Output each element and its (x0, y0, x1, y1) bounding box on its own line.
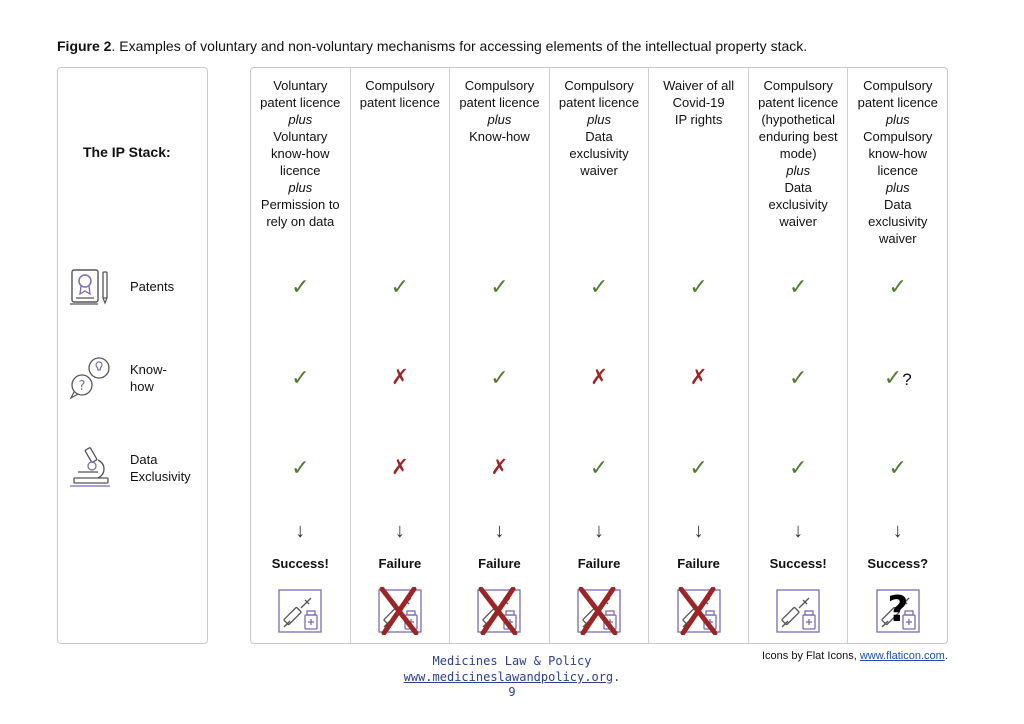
vaccine-crossed-icon (675, 587, 723, 635)
footer-url-link[interactable]: www.medicineslawandpolicy.org (403, 670, 614, 684)
vaccine-question-icon (874, 587, 922, 635)
outcome-label: Failure (478, 556, 521, 571)
mechanism-column-6 (749, 68, 849, 643)
stack-label-line: how (130, 379, 154, 394)
mechanism-column-3 (450, 68, 550, 643)
heading-line: Compulsory (863, 129, 933, 144)
cross-mark-know-how: ✗ (391, 366, 409, 389)
outcome-label: Failure (577, 556, 621, 571)
vaccine-crossed-icon (575, 587, 623, 635)
footer-url-suffix: . (613, 670, 621, 684)
ip-stack-panel (57, 67, 208, 644)
mechanism-column-5 (649, 68, 749, 643)
page-number: 9 (508, 685, 516, 699)
figure-label: Figure 2 (57, 38, 112, 54)
heading-line: patent licence (558, 95, 640, 110)
heading-line: waiver (878, 231, 917, 246)
tick-mark-know-how: ✓ (291, 365, 310, 390)
tick-mark-patents: ✓ (589, 274, 609, 299)
tick-mark-data-exclusivity: ✓ (689, 455, 708, 480)
mechanism-column-2 (351, 68, 451, 643)
stack-label-data-exclusivity (130, 451, 191, 485)
figure-caption (57, 38, 807, 54)
column-heading (351, 77, 450, 111)
column-heading (450, 77, 549, 145)
down-arrow-icon: ↓ (892, 520, 903, 542)
stack-label-line: Exclusivity (130, 469, 191, 484)
down-arrow-icon: ↓ (793, 520, 804, 542)
cross-mark-know-how: ✗ (590, 366, 608, 389)
heading-conjunction: plus (288, 112, 313, 127)
heading-line: waiver (779, 214, 817, 229)
vaccine-icon (774, 587, 822, 635)
icon-credit-text: Icons by Flat Icons, (762, 650, 860, 662)
heading-line: exclusivity (768, 197, 828, 212)
figure-caption-text: . Examples of voluntary and non-voluntary mechanisms for accessing elements of the intellectual property stack. (111, 38, 808, 54)
tick-mark-data-exclusivity: ✓ (291, 455, 310, 480)
heading-line: waiver (580, 163, 618, 178)
heading-line: Data (884, 197, 912, 212)
heading-line: exclusivity (868, 214, 928, 229)
footer-brand: Medicines Law & Policy (432, 654, 592, 668)
heading-line: mode) (779, 146, 817, 161)
heading-line: licence (877, 163, 918, 178)
heading-line: know-how (868, 146, 928, 161)
vaccine-crossed-icon (376, 587, 424, 635)
column-heading (848, 77, 947, 247)
uncertain-tick-mark-know-how: ✓? (883, 365, 912, 390)
heading-line: patent licence (260, 95, 341, 110)
cross-mark-data-exclusivity: ✗ (490, 456, 509, 479)
patent-certificate-icon (68, 264, 114, 310)
heading-conjunction: plus (587, 112, 611, 127)
tick-mark-patents: ✓ (788, 274, 808, 299)
tick-mark-data-exclusivity: ✓ (589, 455, 609, 480)
heading-line: Know-how (469, 129, 530, 144)
svg-text:?: ? (78, 379, 86, 394)
heading-conjunction: plus (786, 163, 811, 178)
heading-line: patent licence (857, 95, 938, 110)
tick-mark-patents: ✓ (291, 274, 310, 299)
stack-row-data-exclusivity (68, 444, 206, 494)
down-arrow-icon: ↓ (693, 520, 704, 542)
cross-mark-know-how: ✗ (689, 366, 708, 389)
footer-url-line (0, 670, 1024, 684)
mechanism-column-1 (251, 68, 351, 643)
heading-line: Compulsory (464, 78, 535, 93)
tick-mark-know-how: ✓ (490, 365, 509, 390)
stack-label-know-how (130, 361, 167, 395)
know-how-bubbles-icon (68, 355, 114, 401)
down-arrow-icon: ↓ (295, 520, 306, 542)
mechanism-column-7 (848, 68, 947, 643)
outcome-label: Success! (769, 556, 827, 571)
tick-mark-patents: ✓ (888, 274, 907, 299)
cross-mark-data-exclusivity: ✗ (391, 456, 409, 479)
heading-line: Voluntary (273, 78, 328, 93)
tick-mark-data-exclusivity: ✓ (788, 455, 808, 480)
heading-line: Permission to (260, 197, 340, 212)
heading-conjunction: plus (288, 180, 313, 195)
outcome-label: Success? (867, 556, 929, 571)
heading-line: patent licence (758, 95, 839, 110)
tick-mark-patents: ✓ (390, 274, 410, 299)
mechanisms-table (250, 67, 948, 644)
heading-conjunction: plus (885, 180, 910, 195)
heading-line: Waiver of all (663, 78, 735, 93)
vaccine-icon (276, 587, 324, 635)
heading-line: Compulsory (863, 78, 933, 93)
tick-mark-know-how: ✓ (788, 365, 808, 390)
stack-label-line: Patents (130, 279, 175, 294)
heading-line: know-how (271, 146, 330, 161)
microscope-icon (68, 444, 114, 490)
heading-line: Data (784, 180, 812, 195)
heading-line: enduring best (758, 129, 838, 144)
heading-line: IP rights (674, 112, 723, 127)
flaticon-link[interactable]: www.flaticon.com (859, 650, 945, 662)
heading-line: exclusivity (569, 146, 629, 161)
stack-row-know-how (68, 355, 206, 405)
column-heading (550, 77, 649, 179)
outcome-label: Failure (378, 556, 422, 571)
svg-text:?: ? (887, 589, 909, 630)
stack-label-line: Data (130, 452, 158, 467)
tick-mark-patents: ✓ (490, 274, 509, 299)
heading-line: Voluntary (273, 129, 328, 144)
tick-mark-patents: ✓ (689, 274, 708, 299)
outcome-label: Failure (677, 556, 720, 571)
heading-line: patent licence (359, 95, 440, 110)
column-heading (749, 77, 848, 230)
vaccine-crossed-icon (475, 587, 523, 635)
ip-stack-title: The IP Stack: (83, 144, 171, 160)
heading-line: patent licence (459, 95, 540, 110)
heading-line: rely on data (266, 214, 335, 229)
heading-line: Covid-19 (672, 95, 725, 110)
stack-label-line: Know- (130, 362, 167, 377)
mechanism-column-4 (550, 68, 650, 643)
heading-line: (hypothetical (761, 112, 836, 127)
heading-line: Compulsory (763, 78, 833, 93)
heading-line: Compulsory (564, 78, 634, 93)
stack-label-patents (130, 278, 174, 295)
icon-credit-suffix: . (944, 650, 948, 662)
stack-row-patents (68, 264, 206, 314)
column-heading (251, 77, 350, 230)
column-heading (649, 77, 748, 128)
heading-conjunction: plus (885, 112, 910, 127)
down-arrow-icon: ↓ (494, 520, 505, 542)
heading-line: Data (585, 129, 613, 144)
down-arrow-icon: ↓ (394, 520, 405, 542)
outcome-label: Success! (271, 556, 329, 571)
down-arrow-icon: ↓ (594, 520, 605, 542)
heading-conjunction: plus (487, 112, 512, 127)
heading-line: Compulsory (365, 78, 435, 93)
tick-mark-data-exclusivity: ✓ (888, 455, 907, 480)
heading-line: licence (280, 163, 321, 178)
